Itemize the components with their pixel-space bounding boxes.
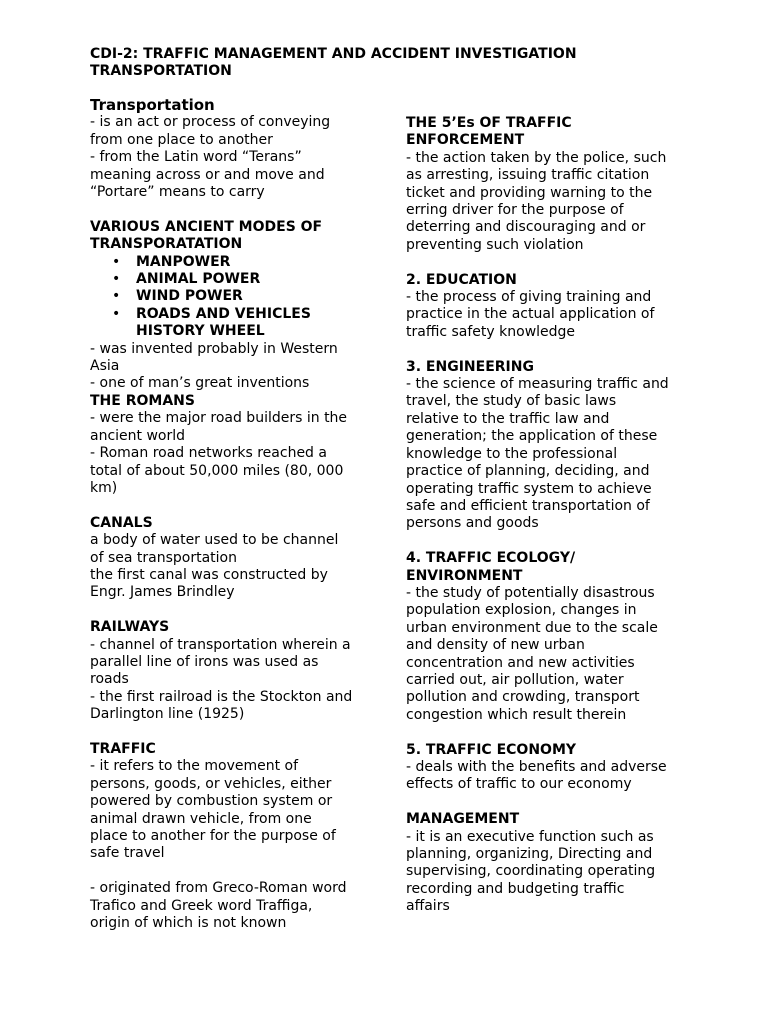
section-canals — [90, 515, 382, 602]
body-line: parallel line of irons was used as — [90, 653, 319, 670]
body-line: Asia — [90, 358, 120, 375]
section-heading: ENFORCEMENT — [406, 132, 525, 149]
body-line: deterring and discouraging and or — [406, 219, 646, 236]
body-line: recording and budgeting traffic — [406, 880, 625, 897]
body-line: travel, the study of basic laws — [406, 393, 617, 410]
section-heading: TRANSPORATATION — [90, 236, 243, 253]
body-line: operating traffic system to achieve — [406, 480, 652, 497]
body-line: - were the major road builders in the — [90, 410, 348, 427]
body-line: Engr. James Brindley — [90, 584, 235, 601]
body-line: concentration and new activities — [406, 654, 635, 671]
body-line: - the action taken by the police, such — [406, 149, 667, 166]
body-line: congestion which result therein — [406, 706, 627, 723]
body-line: Trafico and Greek word Traffiga, — [90, 897, 313, 914]
section-heading: THE ROMANS — [90, 392, 195, 409]
body-line: - it is an executive function such as — [406, 828, 654, 845]
section-heading: 2. EDUCATION — [406, 271, 517, 288]
list-item: • ROADS AND VEHICLES HISTORY WHEEL — [112, 305, 311, 340]
document-title — [90, 46, 710, 81]
body-line: - Roman road networks reached a — [90, 445, 327, 462]
body-line: origin of which is not known — [90, 915, 287, 932]
body-line: knowledge to the professional — [406, 445, 618, 462]
section-heading: RAILWAYS — [90, 619, 170, 636]
body-line: preventing such violation — [406, 236, 584, 253]
body-line: planning, organizing, Directing and — [406, 845, 653, 862]
section-heading: 3. ENGINEERING — [406, 358, 534, 375]
list-item: • WIND POWER — [112, 288, 243, 305]
body-line: of sea transportation — [90, 549, 237, 566]
body-line: - it refers to the movement of — [90, 758, 299, 775]
section-heading: TRAFFIC — [90, 740, 156, 757]
body-line: pollution and crowding, transport — [406, 689, 640, 706]
bullet-icon: • — [112, 288, 121, 305]
list-item: • ANIMAL POWER — [112, 271, 261, 288]
section-romans — [90, 393, 382, 497]
body-line: the first canal was constructed by — [90, 566, 328, 583]
body-line: as arresting, issuing traffic citation — [406, 167, 650, 184]
right-column — [406, 115, 698, 916]
body-line: safe travel — [90, 845, 165, 862]
body-line: practice in the actual application of — [406, 306, 655, 323]
body-line: “Portare” means to carry — [90, 184, 265, 201]
body-line: ticket and providing warning to the — [406, 184, 653, 201]
section-heading: Transportation — [90, 96, 215, 114]
body-line: km) — [90, 479, 118, 496]
body-line: powered by combustion system or — [90, 793, 333, 810]
body-line: urban environment due to the scale — [406, 619, 658, 636]
body-line: - from the Latin word “Terans” — [90, 149, 302, 166]
body-line: - the first railroad is the Stockton and — [90, 688, 353, 705]
section-engineering — [406, 359, 698, 533]
body-line: - the process of giving training and — [406, 289, 652, 306]
body-line: erring driver for the purpose of — [406, 202, 624, 219]
section-heading: THE 5’Es OF TRAFFIC — [406, 115, 572, 131]
section-railways — [90, 619, 382, 723]
title-line: TRANSPORTATION — [90, 63, 232, 80]
section-traffic — [90, 741, 382, 932]
body-line: population explosion, changes in — [406, 602, 637, 619]
section-heading: MANAGEMENT — [406, 811, 520, 828]
body-line: place to another for the purpose of — [90, 828, 336, 844]
body-line: persons, goods, or vehicles, either — [90, 775, 332, 792]
body-line: - is an act or process of conveying — [90, 114, 331, 131]
body-line: - channel of transportation wherein a — [90, 636, 351, 653]
section-heading: VARIOUS ANCIENT MODES OF — [90, 218, 323, 235]
body-line: carried out, air pollution, water — [406, 671, 624, 688]
list-item-continued: HISTORY WHEEL — [136, 323, 265, 340]
body-line: effects of traffic to our economy — [406, 776, 632, 793]
body-line: traffic safety knowledge — [406, 323, 576, 340]
body-line: affairs — [406, 898, 450, 915]
section-economy — [406, 742, 698, 794]
body-line: ancient world — [90, 427, 186, 444]
modes-list — [90, 254, 382, 341]
body-line: persons and goods — [406, 515, 539, 532]
section-heading: 4. TRAFFIC ECOLOGY/ — [406, 550, 576, 567]
body-line: animal drawn vehicle, from one — [90, 810, 312, 827]
section-ancient-modes — [90, 219, 382, 393]
section-heading: 5. TRAFFIC ECONOMY — [406, 741, 577, 758]
body-line: supervising, coordinating operating — [406, 863, 656, 880]
body-line: a body of water used to be channel — [90, 532, 339, 549]
section-heading: ENVIRONMENT — [406, 567, 523, 584]
body-line: and density of new urban — [406, 637, 585, 654]
body-line: - one of man’s great inventions — [90, 375, 310, 392]
body-line: practice of planning, deciding, and — [406, 463, 650, 480]
bullet-icon: • — [112, 253, 121, 270]
body-line: - the study of potentially disastrous — [406, 584, 655, 601]
body-line: - deals with the benefits and adverse — [406, 758, 667, 775]
title-line: CDI-2: TRAFFIC MANAGEMENT AND ACCIDENT INVESTIGATION — [90, 46, 577, 62]
bullet-icon: • — [112, 271, 121, 288]
left-column — [90, 97, 382, 932]
section-heading: CANALS — [90, 514, 153, 531]
section-enforcement — [406, 115, 698, 254]
body-line: total of about 50,000 miles (80, 000 — [90, 462, 344, 479]
list-item: • MANPOWER — [112, 253, 231, 270]
section-transportation — [90, 97, 382, 201]
section-management — [406, 811, 698, 915]
body-line: relative to the traffic law and — [406, 410, 610, 427]
body-line: - was invented probably in Western — [90, 340, 338, 357]
body-line: roads — [90, 671, 129, 688]
body-line: Darlington line (1925) — [90, 706, 245, 723]
section-ecology — [406, 550, 698, 724]
body-line: from one place to another — [90, 131, 273, 148]
body-line: generation; the application of these — [406, 428, 658, 445]
body-line: - originated from Greco-Roman word — [90, 880, 347, 897]
body-line: - the science of measuring traffic and — [406, 376, 669, 393]
body-line: meaning across or and move and — [90, 166, 325, 183]
section-education — [406, 272, 698, 342]
body-line: safe and efficient transportation of — [406, 497, 650, 514]
bullet-icon: • — [112, 305, 121, 322]
